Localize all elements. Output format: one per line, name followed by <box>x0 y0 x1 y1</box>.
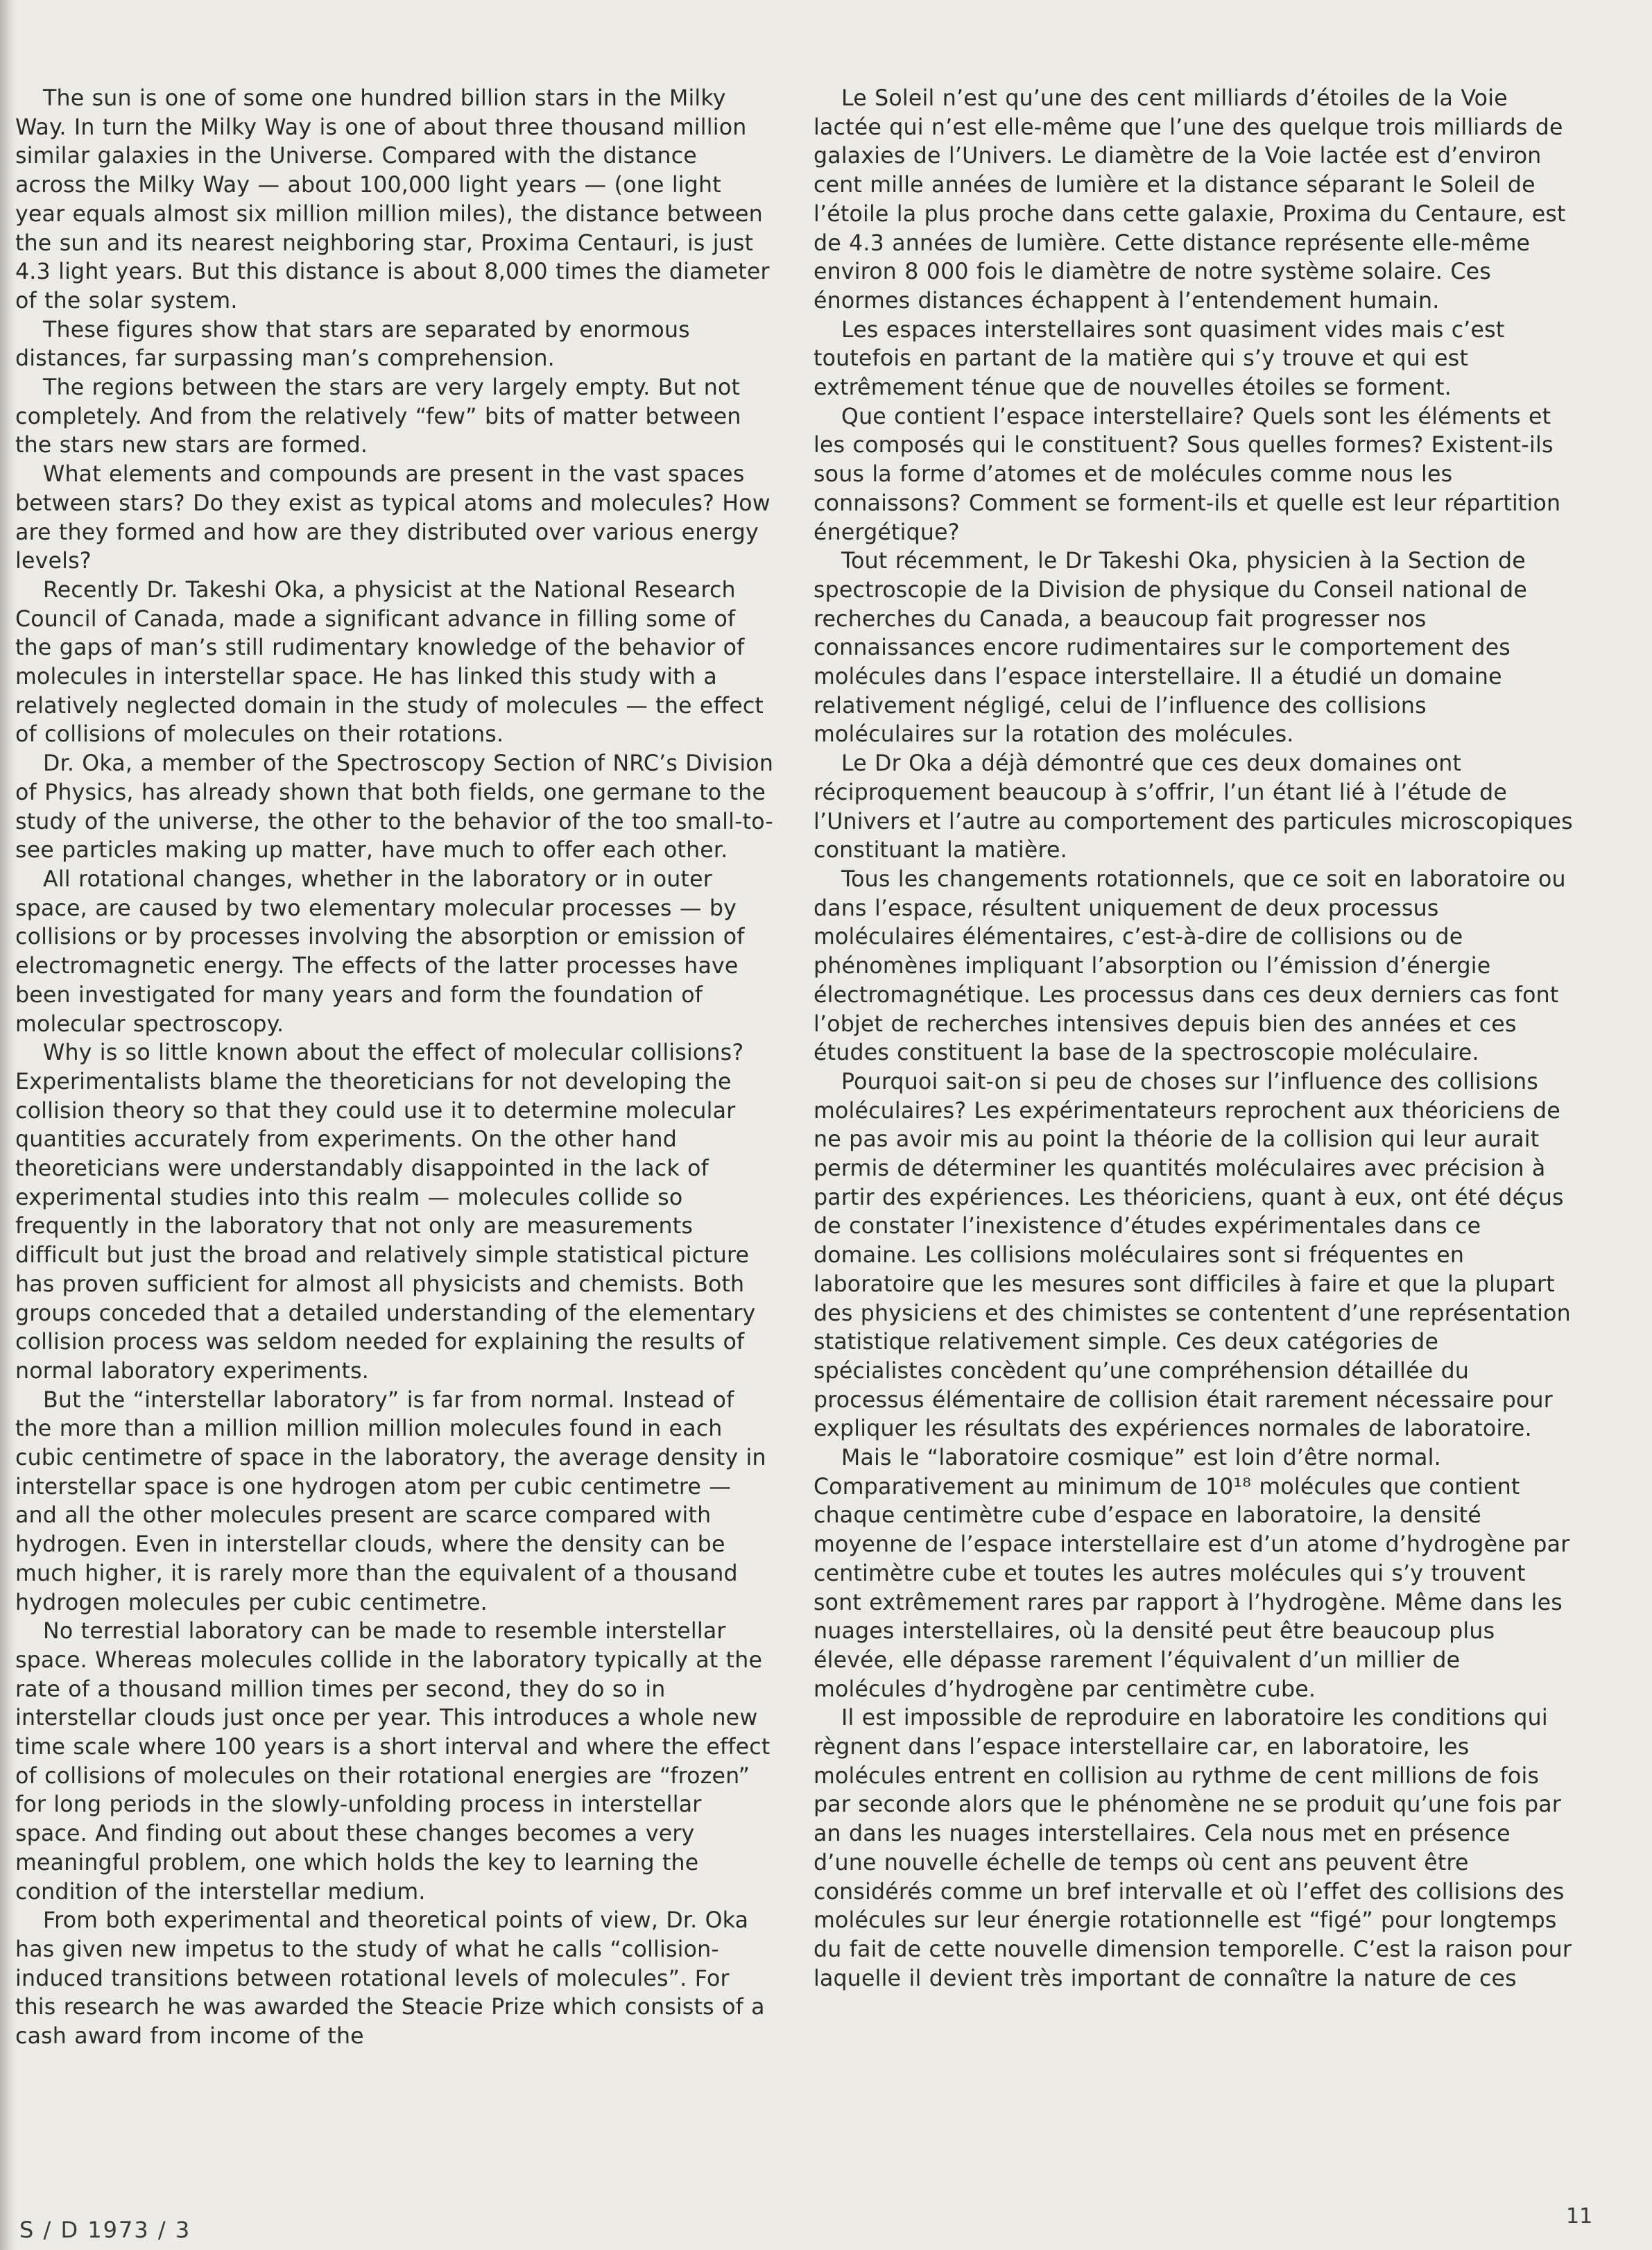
en-paragraph-11: From both experimental and theoretical points of view, Dr. Oka has given new impetus to the study of what he calls “collision-induced transitions between rotational levels of molecules”. For this research he was awarded the Steacie Prize which consists of a cash award from income of the <box>15 1908 765 2050</box>
page-number: 11 <box>1566 2204 1593 2228</box>
english-column <box>15 85 775 2052</box>
en-paragraph-3: The regions between the stars are very largely empty. But not completely. And from the relatively “few” bits of matter between the stars new stars are formed. <box>15 375 741 458</box>
en-paragraph-8: Why is so little known about the effect of molecular collisions? Experimentalists blame the theoreticians for not developing the collision theory so that they could use it to determine molecular quantities accurately from experiments. On the other hand theoreticians were understandably disappointed in the lack of experimental studies into this realm — molecules collide so frequently in the laboratory that not only are measurements difficult but just the broad and relatively simple statistical picture has proven sufficient for almost all physicists and chemists. Both groups conceded that a detailed understanding of the elementary collision process was seldom needed for explaining the results of normal laboratory experiments. <box>15 1040 756 1384</box>
en-paragraph-2: These figures show that stars are separated by enormous distances, far surpassing man’s comprehension. <box>15 317 690 372</box>
en-paragraph-1: The sun is one of some one hundred billion stars in the Milky Way. In turn the Milky Way is one of about three thousand million similar galaxies in the Universe. Compared with the distance across the Milky Way — about 100,000 light years — (one light year equals almost six million million miles), the distance between the sun and its nearest neighboring star, Proxima Centauri, is just 4.3 light years. But this distance is about 8,000 times the diameter of the solar system. <box>15 86 770 314</box>
page-binding-shadow <box>0 0 15 2250</box>
french-column <box>814 85 1573 1993</box>
fr-paragraph-6: Tous les changements rotationnels, que ce soit en laboratoire ou dans l’espace, résultent uniquement de deux processus moléculaires élémentaires, c’est-à-dire de collisions ou de phénomènes impliquant l’absorption ou l’émission d’énergie électromagnétique. Les processus dans ces deux derniers cas font l’objet de recherches intensives depuis bien des années et ces études constituent la base de la spectroscopie moléculaire. <box>814 866 1566 1066</box>
en-paragraph-6: Dr. Oka, a member of the Spectroscopy Section of NRC’s Division of Physics, has already shown that both fields, one germane to the study of the universe, the other to the behavior of the too small-to-see particles making up matter, have much to offer each other. <box>15 751 774 864</box>
en-paragraph-4: What elements and compounds are present in the vast spaces between stars? Do they exist as typical atoms and molecules? How are they formed and how are they distributed over various energy levels? <box>15 462 771 574</box>
en-paragraph-7: All rotational changes, whether in the laboratory or in outer space, are caused by two elementary molecular processes — by collisions or by processes involving the absorption or emission of electromagnetic energy. The effects of the latter processes have been investigated for many years and form the foundation of molecular spectroscopy. <box>15 866 745 1037</box>
fr-paragraph-4: Tout récemment, le Dr Takeshi Oka, physicien à la Section de spectroscopie de la Division de physique du Conseil national de recherches du Canada, a beaucoup fait progresser nos connaissances encore rudimentaires sur le comportement des molécules dans l’espace interstellaire. Il a étudié un domaine relativement négligé, celui de l’influence des collisions moléculaires sur la rotation des molécules. <box>814 549 1528 748</box>
fr-paragraph-5: Le Dr Oka a déjà démontré que ces deux domaines ont réciproquement beaucoup à s’offrir, l’un étant lié à l’étude de l’Univers et l’autre au comportement des particules microscopiques constituant la matière. <box>814 751 1573 864</box>
fr-paragraph-3: Que contient l’espace interstellaire? Quels sont les éléments et les composés qui le constituent? Sous quelles formes? Existent-ils sous la forme d’atomes et de molécules comme nous les connaissons? Comment se forment-ils et quelle est leur répartition énergétique? <box>814 404 1561 545</box>
fr-paragraph-1: Le Soleil n’est qu’une des cent milliards d’étoiles de la Voie lactée qui n’est elle-même que l’une des quelque trois milliards de galaxies de l’Univers. Le diamètre de la Voie lactée est d’environ cent mille années de lumière et la distance séparant le Soleil de l’étoile la plus proche dans cette galaxie, Proxima du Centaure, est de 4.3 années de lumière. Cette distance représente elle-même environ 8 000 fois le diamètre de notre système solaire. Ces énormes distances échappent à l’entendement humain. <box>814 86 1566 314</box>
fr-paragraph-7: Pourquoi sait-on si peu de choses sur l’influence des collisions moléculaires? Les expérimentateurs reprochent aux théoriciens de ne pas avoir mis au point la théorie de la collision qui leur aurait permis de déterminer les quantités moléculaires avec précision à partir des expériences. Les théoriciens, quant à eux, ont été déçus de constater l’inexistence d’études expérimentales dans ce domaine. Les collisions moléculaires sont si fréquentes en laboratoire que les mesures sont difficiles à faire et que la plupart des physiciens et des chimistes se contentent d’une représentation statistique relativement simple. Ces deux catégories de spécialistes concèdent qu’une compréhension détaillée du processus élémentaire de collision était rarement nécessaire pour expliquer les résultats des expériences normales de laboratoire. <box>814 1069 1571 1442</box>
fr-paragraph-8: Mais le “laboratoire cosmique” est loin d’être normal. Comparativement au minimum de 10¹⁸ molécules que contient chaque centimètre cube d’espace en laboratoire, la densité moyenne de l’espace interstellaire est d’un atome d’hydrogène par centimètre cube et toutes les autres molécules qui s’y trouvent sont extrêmement rares par rapport à l’hydrogène. Même dans les nuages interstellaires, où la densité peut être beaucoup plus élevée, elle dépasse rarement l’équivalent d’un millier de molécules d’hydrogène par centimètre cube. <box>814 1445 1570 1702</box>
en-paragraph-9: But the “interstellar laboratory” is far from normal. Instead of the more than a million million million molecules found in each cubic centimetre of space in the laboratory, the average density in interstellar space is one hydrogen atom per cubic centimetre — and all the other molecules present are scarce compared with hydrogen. Even in interstellar clouds, where the density can be much higher, it is rarely more than the equivalent of a thousand hydrogen molecules per cubic centimetre. <box>15 1387 766 1615</box>
fr-paragraph-9: Il est impossible de reproduire en laboratoire les conditions qui règnent dans l’espace interstellaire car, en laboratoire, les molécules entrent en collision au rythme de cent millions de fois par seconde alors que le phénomène ne se produit qu’une fois par an dans les nuages interstellaires. Cela nous met en présence d’une nouvelle échelle de temps où cent ans peuvent être considérés comme un bref intervalle et où l’effet des collisions des molécules sur leur énergie rotationnelle est “figé” pour longtemps du fait de cette nouvelle dimension temporelle. C’est la raison pour laquelle il devient très important de connaître la nature de ces <box>814 1706 1572 1991</box>
issue-label: S / D 1973 / 3 <box>19 2217 191 2243</box>
en-paragraph-10: No terrestial laboratory can be made to resemble interstellar space. Whereas molecules collide in the laboratory typically at the rate of a thousand million times per second, they do so in interstellar clouds just once per year. This introduces a whole new time scale where 100 years is a short interval and where the effect of collisions of molecules on their rotational energies are “frozen” for long periods in the slowly-unfolding process in interstellar space. And finding out about these changes becomes a very meaningful problem, one which holds the key to learning the condition of the interstellar medium. <box>15 1619 771 1905</box>
fr-paragraph-2: Les espaces interstellaires sont quasiment vides mais c’est toutefois en partant de la matière qui s’y trouve et qui est extrêmement ténue que de nouvelles étoiles se forment. <box>814 317 1505 401</box>
en-paragraph-5: Recently Dr. Takeshi Oka, a physicist at the National Research Council of Canada, made a significant advance in filling some of the gaps of man’s still rudimentary knowledge of the behavior of molecules in interstellar space. He has linked this study with a relatively neglected domain in the study of molecules — the effect of collisions of molecules on their rotations. <box>15 577 764 748</box>
